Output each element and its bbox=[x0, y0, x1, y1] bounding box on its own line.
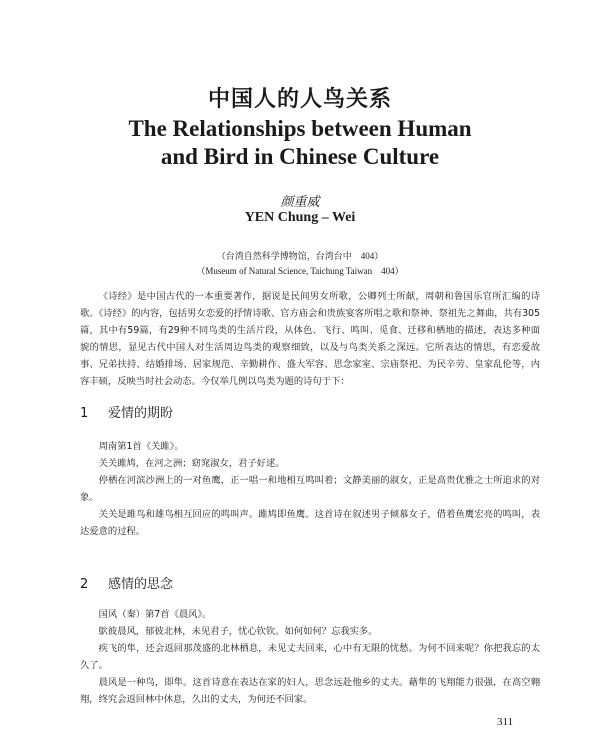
title-chinese: 中国人的人鸟关系 bbox=[207, 87, 392, 112]
section-number: 2 bbox=[80, 577, 89, 592]
title-english-line2: and Bird in Chinese Culture bbox=[160, 144, 440, 169]
affiliation-english: （Museum of Natural Science, Taichung Taiwan 404） bbox=[196, 266, 404, 276]
author-english: YEN Chung – Wei bbox=[244, 210, 356, 225]
section-number: 1 bbox=[80, 406, 89, 421]
paragraph: 晨风是一种鸟，即隼。这首诗意在表达在家的妇人，思念远赴他乡的丈夫。藉隼的飞翔能力很强，在高空翱翔，终究会返回林中休息，久出的丈夫，为何还不回家。 bbox=[80, 677, 540, 705]
title-english-line1: The Relationships between Human bbox=[128, 116, 472, 141]
paragraph: 停栖在河滨沙洲上的一对鱼鹰，正一唱一和地相互鸣叫着；文静美丽的淑女，正是高贵优雅之士所追求的对象。 bbox=[80, 475, 540, 503]
section-title: 爱情的期盼 bbox=[108, 406, 174, 421]
paragraph: 疾飞的隼，还会返回那茂盛的北林栖息，未见丈夫回来，心中有无限的忧愁。为何不回来呢？你把我忘的太久了。 bbox=[80, 643, 540, 671]
affiliation-chinese: （台湾自然科学博物馆，台湾台中 404） bbox=[216, 251, 384, 261]
section-title: 感情的思念 bbox=[108, 577, 174, 592]
section-2-body bbox=[80, 606, 540, 708]
page-number: 311 bbox=[497, 716, 514, 728]
paragraph: 关关是雎鸟和雄鸟相互回应的鸣叫声。雎鸠即鱼鹰。这首诗在叙述男子倾慕女子，借着鱼鹰宏亮的鸣叫，表达爱意的过程。 bbox=[80, 509, 540, 537]
section-1-heading bbox=[80, 402, 173, 421]
author-chinese: 颜重威 bbox=[280, 195, 320, 210]
abstract: 《诗经》是中国古代的一本重要著作，据说是民间男女所歌，公卿列士所献，周朝和鲁国乐官所汇编的诗歌。《诗经》的内容，包括男女恋爱的抒情诗歌、官方庙会和贵族宴客所唱之歌和祭神、祭祖先之舞曲，共有305篇，其中有59篇，有29种不同鸟类的生活片段，从体色、飞行、鸣叫、觅食、迁移和栖地的描述，表达多种面貌的情思，显见古代中国人对生活周边鸟类的观察细致，以及与鸟类关系之深远。它所表达的情思，有恋爱故事、兄弟扶持、结婚排场、居家规范、辛勤耕作、盛大军容、思念家室、宗庙祭祀、为民辛劳、皇家乱伦等，内容丰硕，反映当时社会动态。今仅举几例以鸟类为题的诗句于下： bbox=[80, 291, 540, 387]
paragraph: 关关雎鸠，在河之洲；窈窕淑女，君子好逑。 bbox=[98, 458, 285, 469]
paragraph: 国风（秦）第7首《晨风》。 bbox=[98, 609, 212, 620]
section-2-heading bbox=[80, 573, 173, 592]
paragraph: 周南第1首《关雎》。 bbox=[98, 441, 184, 452]
paragraph: 鴥彼晨风，郁彼北林，未见君子，忧心钦钦。如何如何？忘我实多。 bbox=[98, 626, 378, 637]
section-1-body bbox=[80, 438, 540, 540]
